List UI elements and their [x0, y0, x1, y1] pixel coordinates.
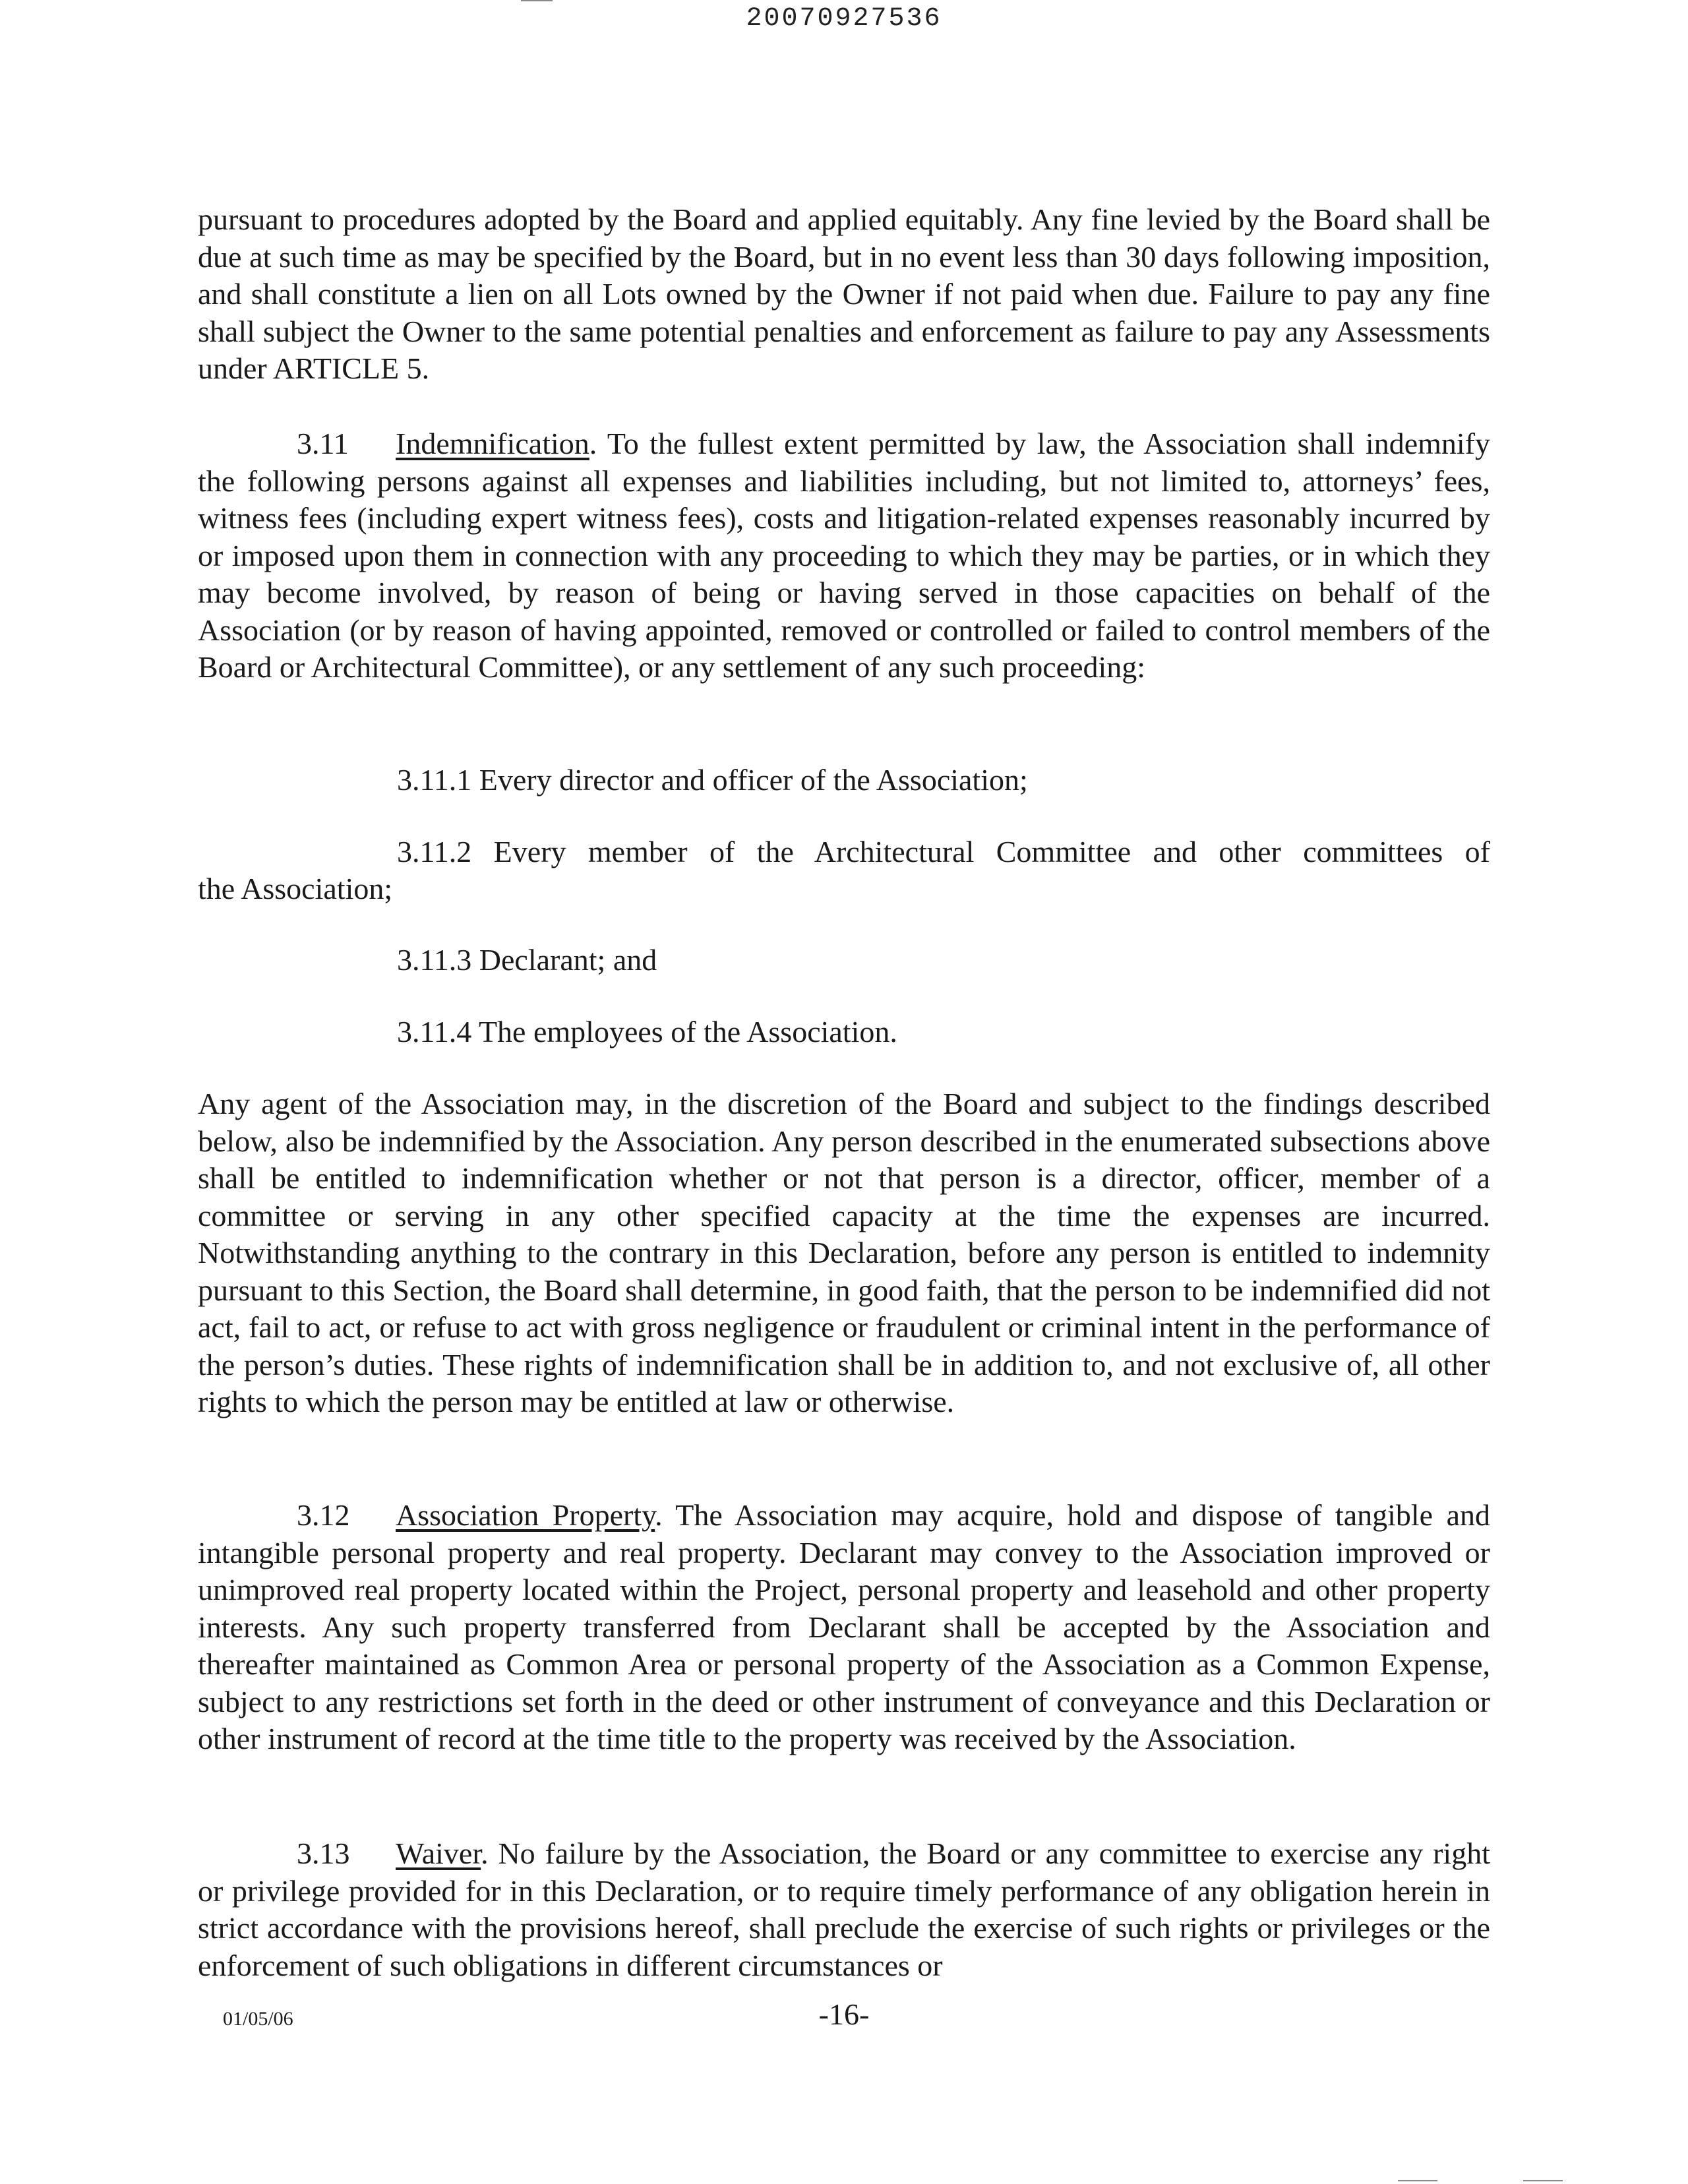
section-3-12 [198, 1497, 1490, 1758]
subsection-text: 3.11.1 Every director and officer of the Association; [397, 763, 1028, 797]
subsection-3-11-2 [397, 834, 1490, 871]
subsection-3-11-1 [397, 762, 1490, 799]
paragraph-agent-indemnification [198, 1085, 1490, 1421]
page-number: -16- [818, 1997, 870, 2031]
scan-mark [1523, 2180, 1563, 2181]
section-number: 3.13 [297, 1836, 350, 1870]
paragraph-text: Any agent of the Association may, in the discretion of the Board and subject to the findings described below, also be indemnified by the Association. Any person described in the enumerated subsections above shall be entitled to indemnification whether or not that person is a director, officer, member of a committee or serving in any other specified capacity at the time the expenses are incurred. Notwithstanding anything to the contrary in this Declaration, before any person is entitled to indemnity pursuant to this Section, the Board shall determine, in good faith, that the person to be indemnified did not act, fail to act, or refuse to act with gross negligence or fraudulent or criminal intent in the performance of the person’s duties. These rights of indemnification shall be in addition to, and not exclusive of, all other rights to which the person may be entitled at law or otherwise. [198, 1087, 1490, 1418]
section-3-11 [198, 425, 1490, 686]
paragraph-fine-continuation [198, 201, 1490, 388]
section-3-13 [198, 1835, 1490, 1984]
footer-date: 01/05/06 [223, 2008, 293, 2030]
scan-mark [521, 0, 553, 1]
paragraph-text: pursuant to procedures adopted by the Board and applied equitably. Any fine levied by the Board shall be due at such time as may be specified by the Board, but in no event less than 30 days following imposition, and shall constitute a lien on all Lots owned by the Owner if not paid when due. Failure to pay any fine shall subject the Owner to the same potential penalties and enforcement as failure to pay any Assessments under ARTICLE 5. [198, 202, 1490, 385]
section-text: . The Association may acquire, hold and dispose of tangible and intangible personal property and real property. Declarant may convey to the Association improved or unimproved real property located within the Project, personal property and leasehold and other property interests. Any such property transferred from Declarant shall be accepted by the Association and thereafter maintained as Common Area or personal property of the Association as a Common Expense, subject to any restrictions set forth in the deed or other instrument of conveyance and this Declaration or other instrument of record at the time title to the property was received by the Association. [198, 1498, 1490, 1755]
subsection-3-11-3 [397, 942, 1490, 979]
section-text: . No failure by the Association, the Board or any committee to exercise any right or privilege provided for in this Declaration, or to require timely performance of any obligation herein in strict accordance with the provisions hereof, shall preclude the exercise of such rights or privileges or the enforcement of such obligations in different circumstances or [198, 1836, 1490, 1982]
subsection-text: 3.11.4 The employees of the Association. [397, 1015, 897, 1048]
subsection-text: 3.11.2 Every member of the Architectural Committee and other committees of [397, 835, 1490, 868]
document-number: 20070927536 [746, 4, 942, 34]
subsection-text: the Association; [198, 872, 393, 905]
subsection-3-11-2-continuation [198, 870, 1490, 908]
scan-mark [1398, 2180, 1437, 2181]
section-title: Waiver [396, 1836, 481, 1870]
section-title: Association Property [396, 1498, 655, 1532]
section-number: 3.12 [297, 1498, 350, 1532]
section-text: . To the fullest extent permitted by law, the Association shall indemnify the following persons against all expenses and liabilities including, but not limited to, attorneys’ fees, witness fees (including expert witness fees), costs and litigation-related expenses reasonably incurred by or imposed upon them in connection with any proceeding to which they may be parties, or in which they may become involved, by reason of being or having served in those capacities on behalf of the Association (or by reason of having appointed, removed or controlled or failed to control members of the Board or Architectural Committee), or any settlement of any such proceeding: [198, 427, 1490, 684]
subsection-3-11-4 [397, 1014, 1490, 1051]
subsection-text: 3.11.3 Declarant; and [397, 943, 657, 977]
section-number: 3.11 [297, 427, 349, 460]
section-title: Indemnification [396, 427, 589, 460]
